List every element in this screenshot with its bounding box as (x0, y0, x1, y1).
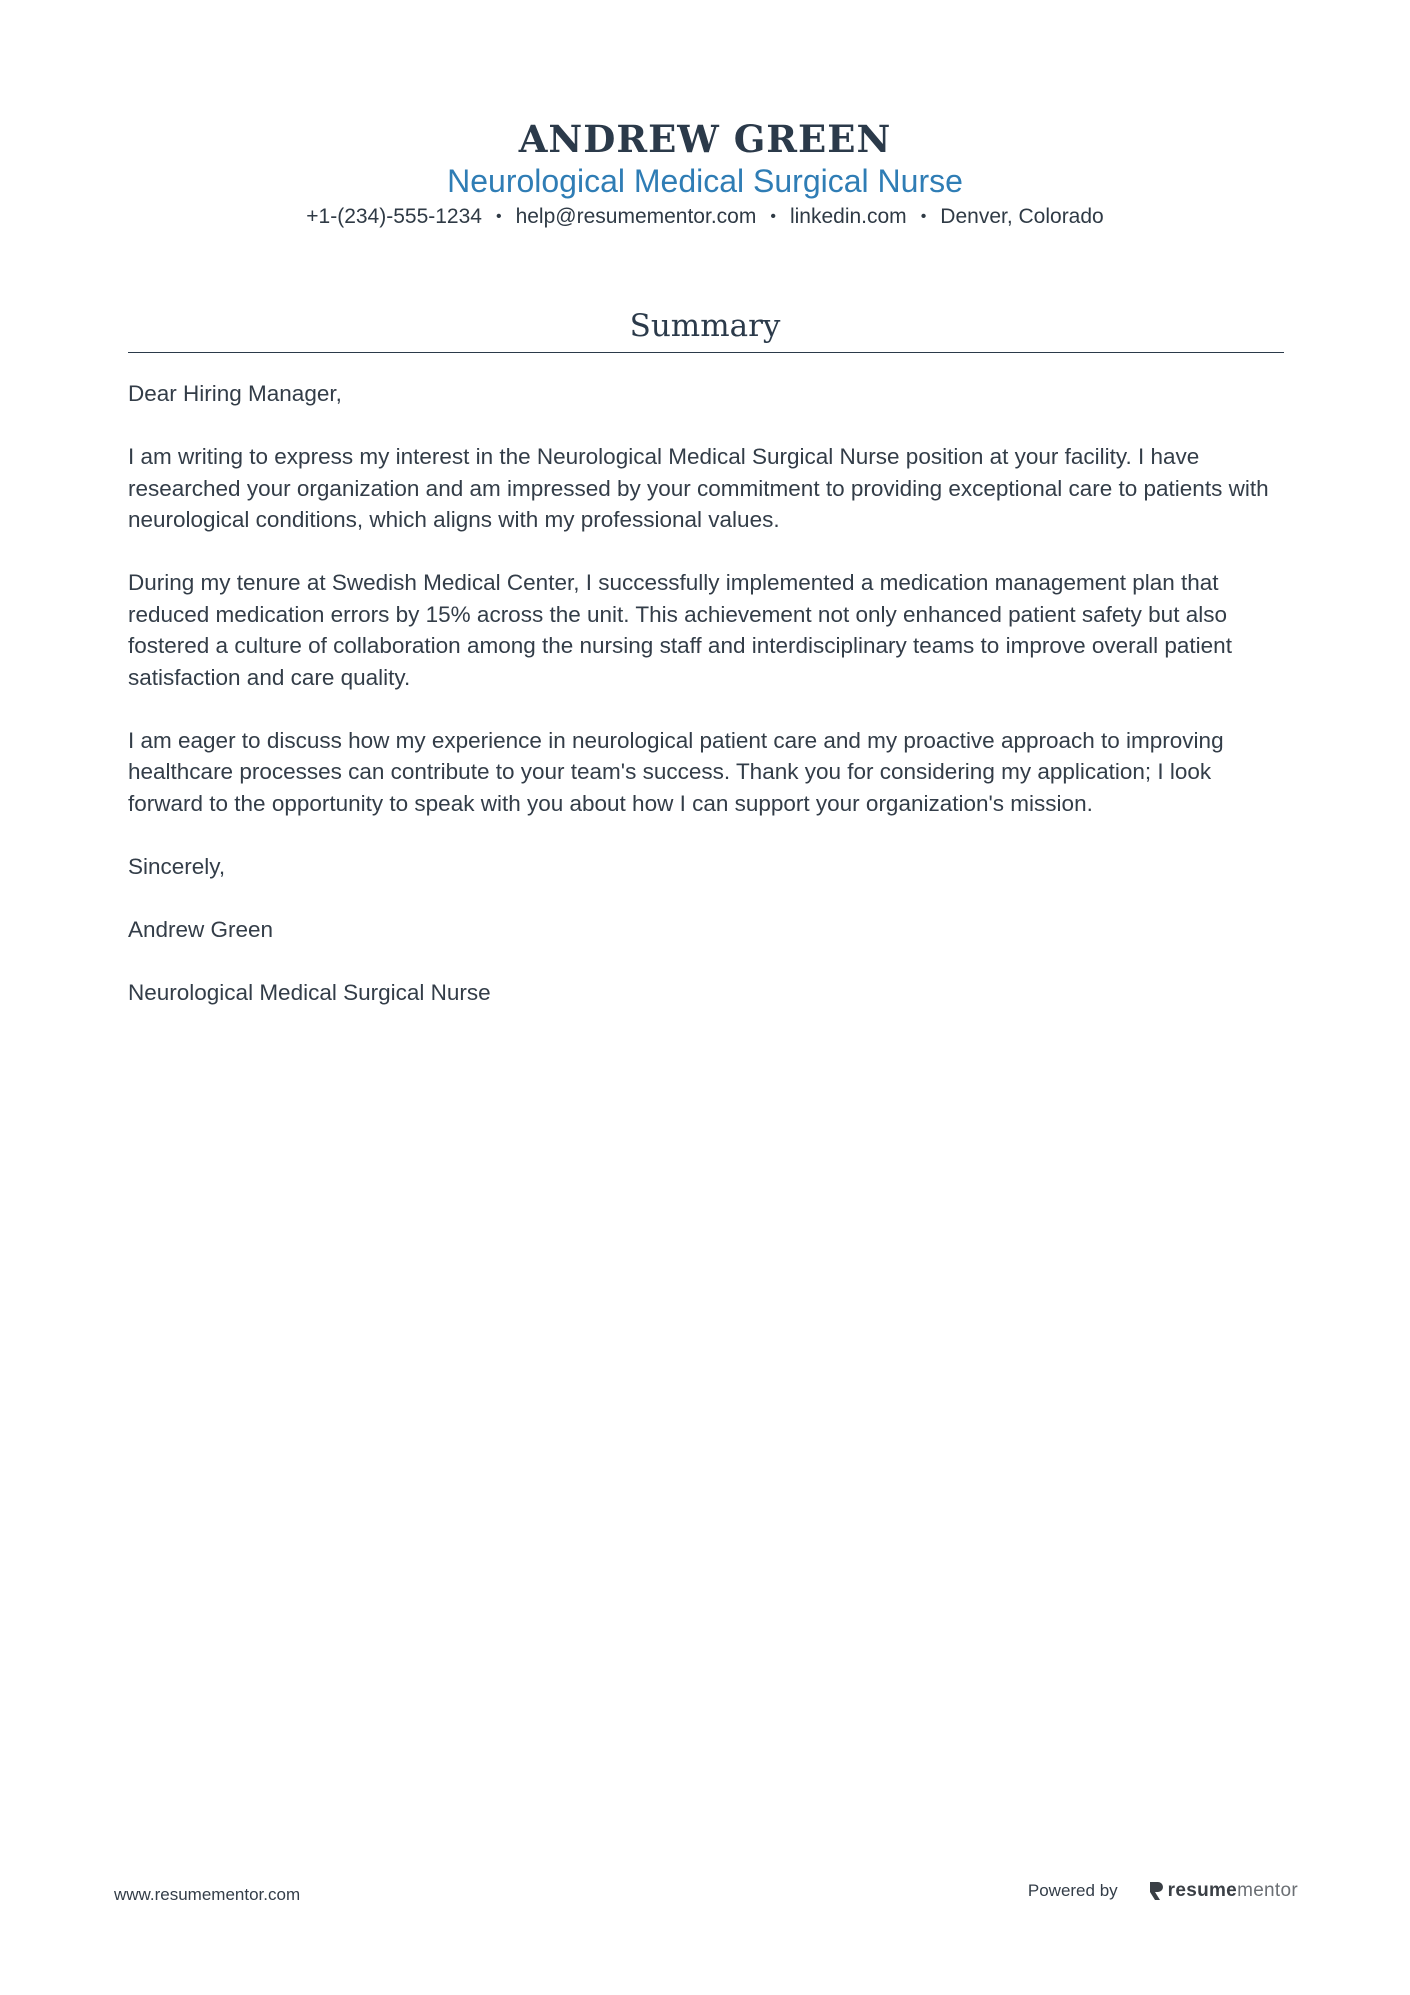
footer-website: www.resumementor.com (114, 1885, 301, 1904)
letter-paragraph: During my tenure at Swedish Medical Center, I successfully implemented a medication management plan that reduced medication errors by 15% across the unit. This achievement not only enhanced patient safety but also fostered a culture of collaboration among the nursing staff and interdisciplinary teams to improve overall patient satisfaction and care quality. (128, 570, 1232, 690)
applicant-name: ANDREW GREEN (518, 117, 892, 161)
letter-greeting: Dear Hiring Manager, (128, 381, 342, 406)
applicant-title: Neurological Medical Surgical Nurse (447, 163, 963, 199)
footer-branding (1028, 1880, 1298, 1902)
contact-line (0, 202, 1410, 232)
contact-separator: • (920, 208, 927, 225)
letter-closing: Sincerely, (128, 853, 226, 879)
contact-location: Denver, Colorado (940, 205, 1104, 228)
contact-separator: • (770, 208, 776, 225)
letter-body (128, 378, 1284, 1040)
resumementor-logo-icon (1148, 1881, 1164, 1901)
contact-separator: • (495, 208, 502, 225)
letter-paragraph: I am writing to express my interest in the Neurological Medical Surgical Nurse position at your facility. I have researched your organization and am impressed by your commitment to providing exceptional care to patients with neurological conditions, which aligns with my professional values. (128, 444, 1269, 532)
contact-phone: +1-(234)-555-1234 (306, 205, 482, 228)
contact-email: help@resumementor.com (515, 205, 757, 228)
section-title: Summary (629, 308, 781, 344)
brand-name-part1: resume (1167, 1880, 1238, 1901)
signature-name: Andrew Green (128, 916, 274, 942)
powered-by-label: Powered by (1027, 1881, 1118, 1900)
section-divider (128, 352, 1284, 353)
letter-paragraph: I am eager to discuss how my experience in neurological patient care and my proactive approach to improving healthcare processes can contribute to your team's success. Thank you for considering my application; I look forward to the opportunity to speak with you about how I can support your organization's mission. (128, 727, 1224, 816)
brand-name-part2: mentor (1237, 1880, 1298, 1901)
header (0, 116, 1410, 232)
brand-logo (1148, 1880, 1298, 1902)
contact-linkedin: linkedin.com (789, 205, 907, 228)
signature-title: Neurological Medical Surgical Nurse (128, 979, 491, 1005)
